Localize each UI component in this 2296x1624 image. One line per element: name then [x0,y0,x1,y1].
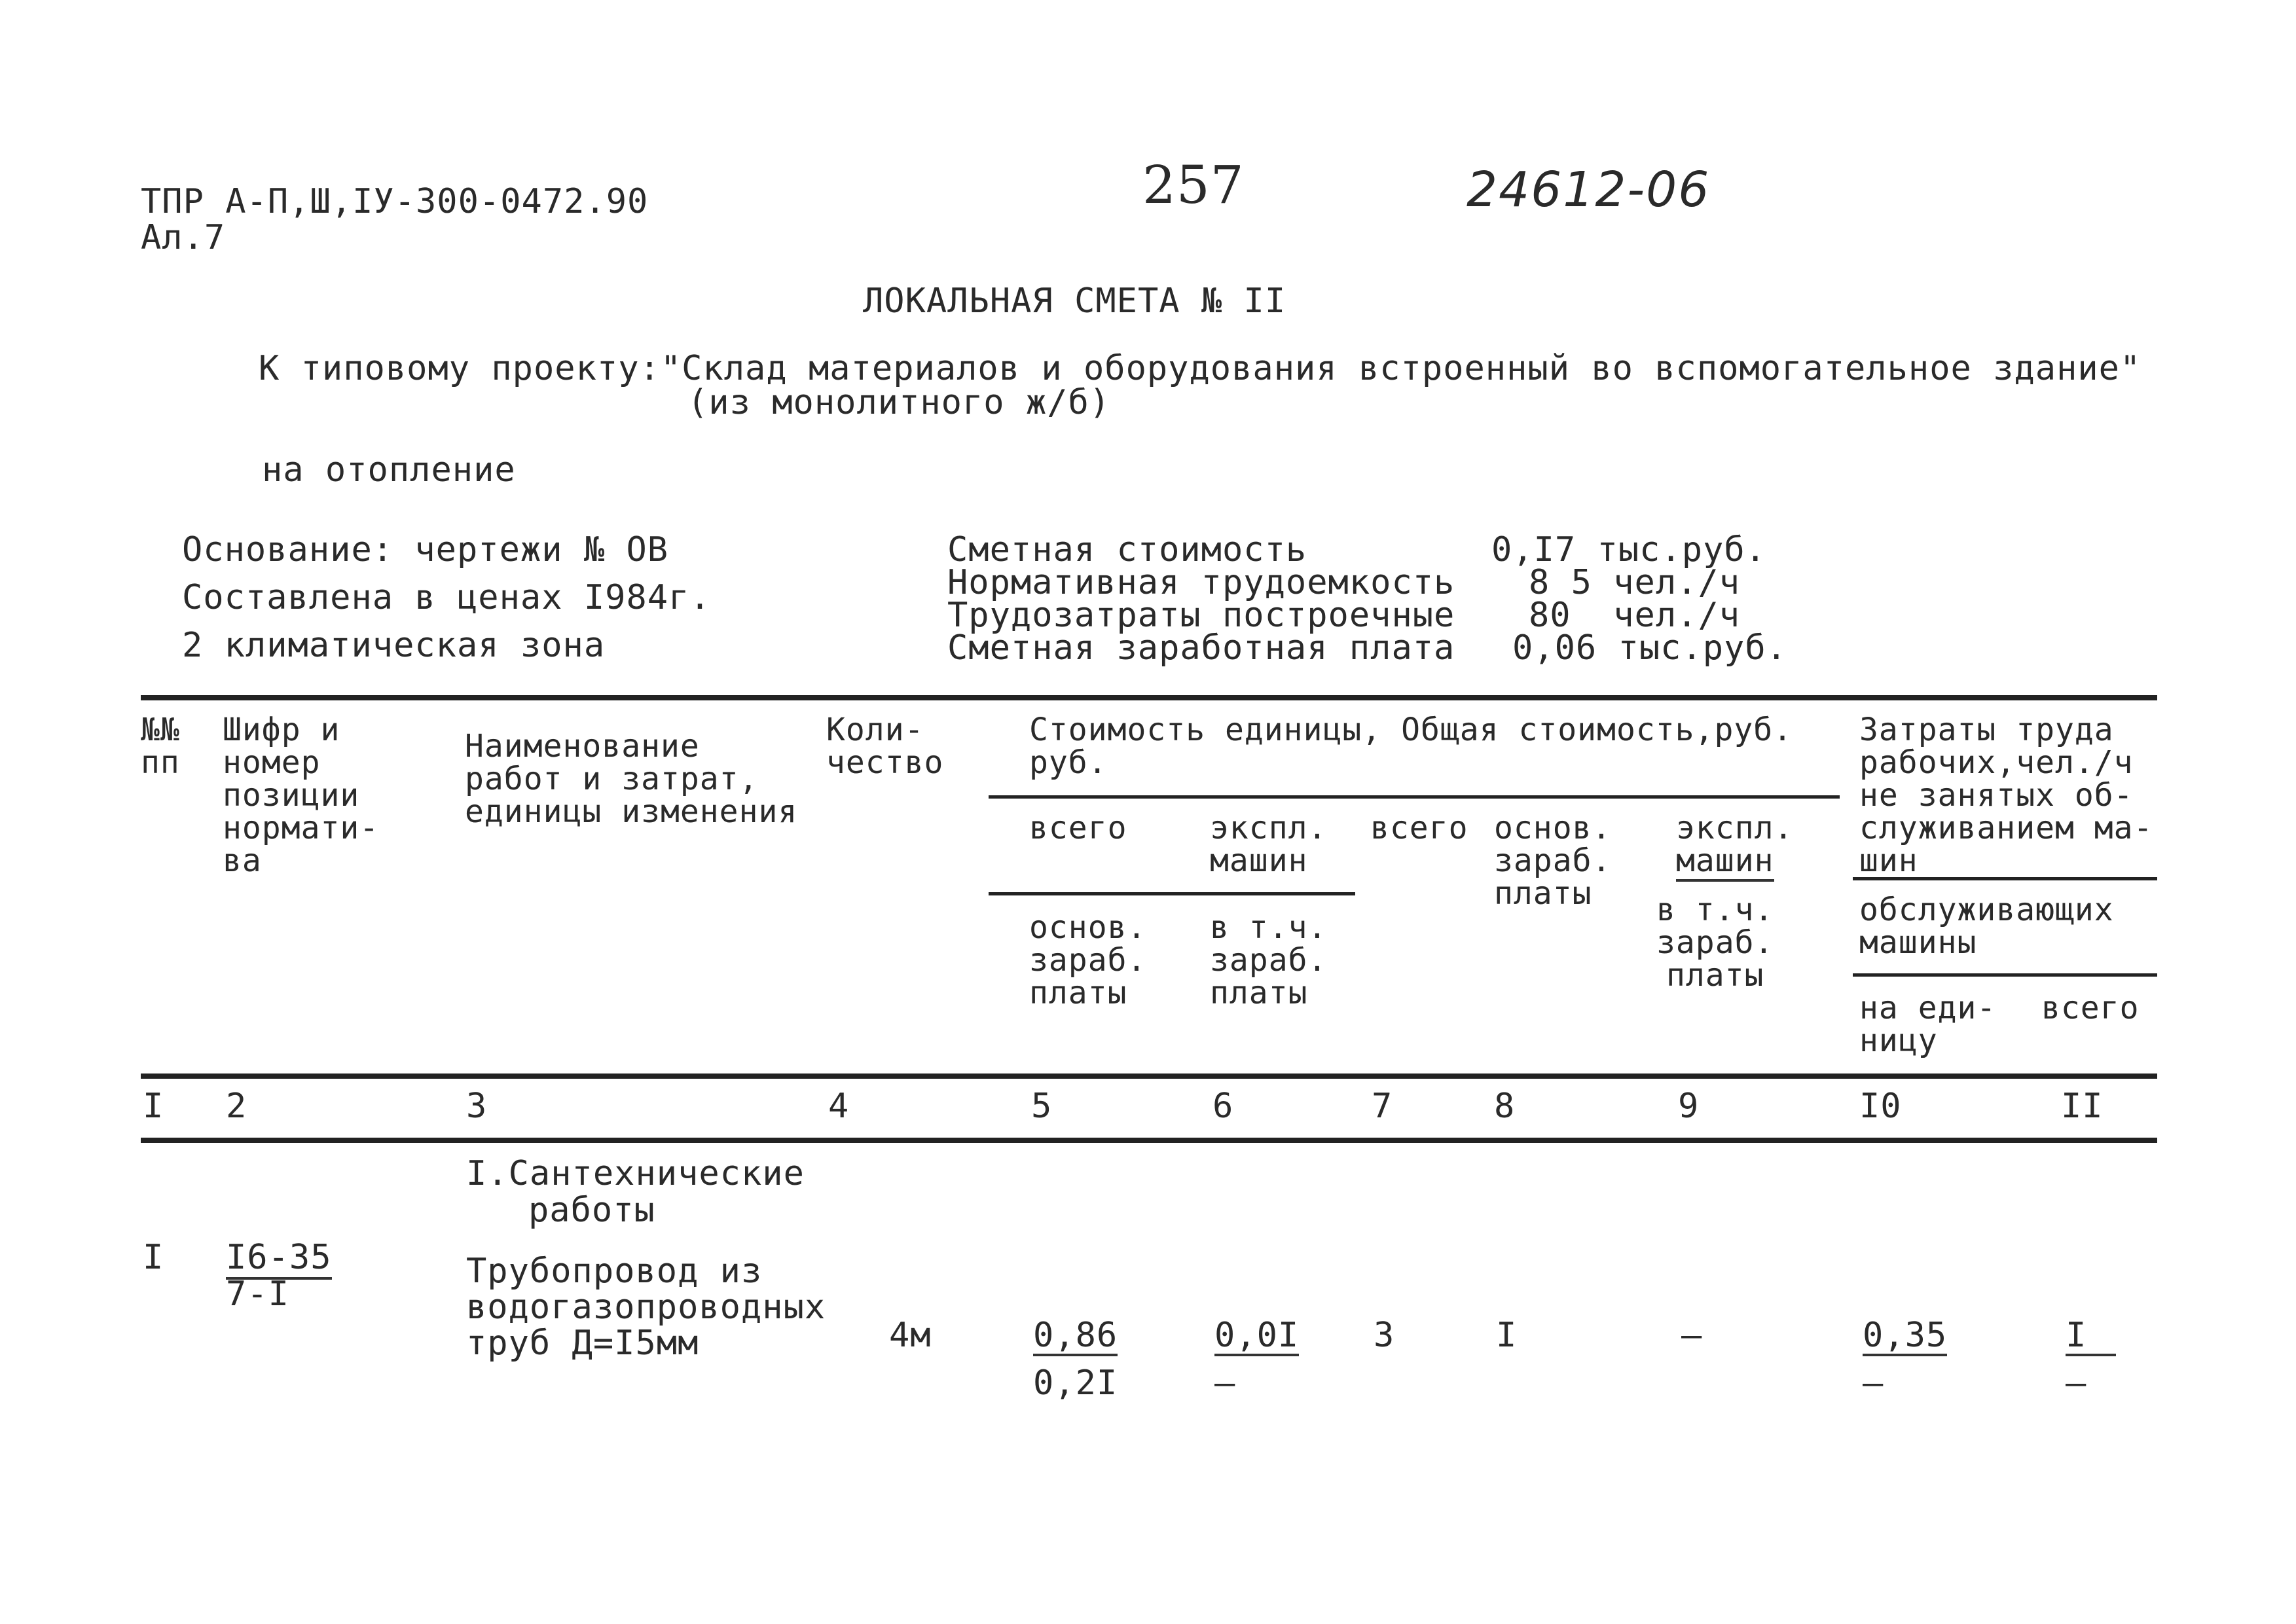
labor-intensity-value: 8 5 чел./ч [1529,563,1741,602]
row-unit-mach-wage: – [1214,1363,1236,1403]
column-number: 4 [828,1087,850,1126]
row-num: I [143,1238,164,1277]
cost-group-rule [989,795,1840,799]
estimate-title: ЛОКАЛЬНАЯ СМЕТА № II [863,281,1286,321]
col-header-code: Шифр и номер позиции нормати- ва [223,712,380,879]
document-code: ТПР А-П,Ш,IУ-300-0472.90 [141,182,649,221]
column-number: 9 [1678,1087,1700,1126]
estimate-cost-label: Сметная стоимость [947,530,1307,569]
unit-total-header: всего [1029,810,1127,846]
col-header-name: Наименование работ и затрат, единицы изменения [465,728,798,830]
row-labor-total-machines: – [2066,1363,2087,1403]
labor-group-rule-2 [1853,973,2157,977]
section-title: I.Сантехнические работы [466,1154,805,1230]
column-numbers-rule [141,1138,2157,1143]
estimate-cost-value: 0,I7 тыс.руб. [1491,530,1766,569]
row-labor-total: I [2066,1317,2116,1356]
labor-total-header: всего [2041,990,2140,1026]
row-unit-machines: 0,0I [1214,1316,1300,1355]
column-number: I [143,1087,164,1126]
project-subtitle-material: (из монолитного ж/б) [687,383,1111,422]
prices-line: Составлена в ценах I984г. [182,578,711,617]
table-top-rule [141,695,2157,700]
labor-machines-header: обслуживающих машины [1859,892,2114,961]
column-number: 6 [1212,1087,1234,1126]
column-number: 8 [1494,1087,1516,1126]
wage-label: Сметная заработная плата [947,628,1455,668]
row-unit-wage: 0,2I [1033,1363,1118,1403]
unit-mach-wage-header: в т.ч. зараб. платы [1210,909,1328,1011]
site-labor-value: 80 чел./ч [1529,596,1741,635]
row-name: Трубопровод из водогазопроводных труб Д=I5мм [466,1252,826,1363]
row-code: I6-35 7-I [226,1238,332,1314]
page-number: 257 [1142,154,1245,215]
col-header-qty: Коли- чество [826,712,944,781]
labor-unit-header: на еди- ницу [1859,990,1997,1059]
cost-group-header: Стоимость единицы, Общая стоимость,руб. руб. [1029,712,1793,781]
header-bottom-rule [141,1074,2157,1079]
basis-line: Основание: чертежи № ОВ [182,530,669,569]
row-total: 3 [1374,1316,1395,1355]
total-wage-header: основ. зараб. платы [1494,810,1612,912]
row-total-machines: – [1681,1316,1703,1355]
col-header-num: №№ пп [141,712,180,781]
project-subtitle: К типовому проекту:"Склад материалов и оборудования встроенный во вспомогательное здание" [259,349,2141,388]
labor-intensity-label: Нормативная трудоемкость [947,563,1455,602]
total-machines-header: экспл. машин [1676,812,1793,877]
wage-value: 0,06 тыс.руб. [1512,628,1787,668]
unit-cost-rule [989,892,1355,895]
row-qty: 4м [889,1316,932,1355]
unit-machines-header: экспл. машин [1210,810,1328,879]
column-number: II [2061,1087,2104,1126]
column-number: 5 [1031,1087,1053,1126]
unit-wage-header: основ. зараб. платы [1029,909,1147,1011]
column-number: 3 [466,1087,488,1126]
estimate-purpose: на отопление [262,450,516,490]
row-total-wage: I [1496,1316,1518,1355]
row-unit-total: 0,86 [1033,1316,1118,1355]
column-number: I0 [1859,1087,1902,1126]
site-labor-label: Трудозатраты построечные [947,596,1455,635]
sheet-number: Ал.7 [141,218,226,257]
labor-group-header: Затраты труда рабочих,чел./ч не занятых об- служиванием ма- шин [1859,712,2153,879]
climate-zone-line: 2 климатическая зона [182,626,606,665]
handwritten-number: 24612-06 [1467,162,1711,218]
total-mach-wage-header: в т.ч. зараб. платы [1656,892,1774,994]
total-all-header: всего [1370,810,1468,846]
column-number: 2 [226,1087,247,1126]
row-labor-unit-machines: – [1863,1363,1884,1403]
row-labor-unit: 0,35 [1863,1316,1948,1355]
column-number: 7 [1372,1087,1393,1126]
